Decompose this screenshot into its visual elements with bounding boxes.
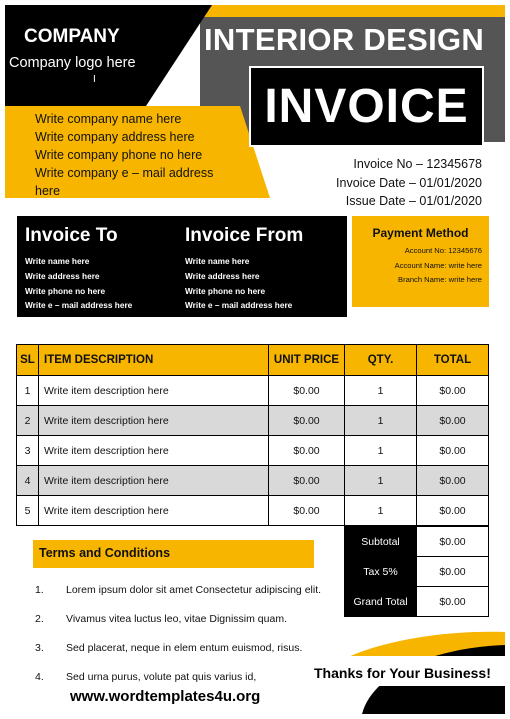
row-description: Write item description here <box>39 376 269 406</box>
invoice-from-name: Write name here <box>185 256 250 266</box>
term-text: Sed placerat, neque in elem entum euismod, risus. <box>66 642 303 654</box>
items-table <box>16 344 489 526</box>
row-sl: 2 <box>17 406 39 436</box>
invoice-to-section <box>25 225 132 313</box>
header-item-description: ITEM DESCRIPTION <box>39 345 269 376</box>
grand-total-label: Grand Total <box>345 587 417 617</box>
subtotal-row <box>345 527 489 557</box>
row-description: Write item description here <box>39 406 269 436</box>
payment-method-title: Payment Method <box>372 226 469 240</box>
website-link[interactable]: www.wordtemplates4u.org <box>70 688 261 705</box>
tax-value: $0.00 <box>417 557 489 587</box>
invoice-to-title: Invoice To <box>25 225 118 246</box>
term-text: Vivamus vitea luctus leo, vitae Dignissim quam. <box>66 613 287 625</box>
row-qty: 1 <box>345 376 417 406</box>
header-sl: SL <box>17 345 39 376</box>
company-phone-line: Write company phone no here <box>35 148 203 162</box>
term-number: 1. <box>35 584 44 596</box>
thanks-message: Thanks for Your Business! <box>314 665 491 681</box>
company-details <box>35 110 235 200</box>
table-row <box>17 436 489 466</box>
row-unit-price: $0.00 <box>269 376 345 406</box>
text-cursor-mark: I <box>93 74 96 85</box>
tax-label: Tax 5% <box>345 557 417 587</box>
header-yellow-strip <box>204 5 505 17</box>
company-email-line: Write company e – mail address here <box>35 166 214 198</box>
term-item <box>35 613 287 625</box>
header-qty: QTY. <box>345 345 417 376</box>
term-number: 3. <box>35 642 44 654</box>
row-total: $0.00 <box>417 406 489 436</box>
branch-name: Branch Name: write here <box>398 275 482 284</box>
row-sl: 3 <box>17 436 39 466</box>
term-item <box>35 671 256 683</box>
invoice-title: INVOICE <box>264 80 469 133</box>
company-logo-placeholder: Company logo here <box>9 55 136 71</box>
grand-total-row <box>345 587 489 617</box>
company-heading: COMPANY <box>24 26 120 47</box>
row-sl: 5 <box>17 496 39 526</box>
interior-design-title: INTERIOR DESIGN <box>204 22 485 57</box>
invoice-from-email: Write e – mail address here <box>185 300 293 311</box>
account-name: Account Name: write here <box>394 260 482 270</box>
row-unit-price: $0.00 <box>269 496 345 526</box>
term-item <box>35 584 321 596</box>
invoice-to-address: Write address here <box>25 270 100 281</box>
row-description: Write item description here <box>39 436 269 466</box>
row-total: $0.00 <box>417 466 489 496</box>
invoice-from-title: Invoice From <box>185 225 304 246</box>
table-row <box>17 496 489 526</box>
tax-row <box>345 557 489 587</box>
table-row <box>17 466 489 496</box>
header-total: TOTAL <box>417 345 489 376</box>
payment-details <box>356 244 482 288</box>
invoice-to-email: Write e – mail address here <box>25 300 133 311</box>
row-qty: 1 <box>345 436 417 466</box>
terms-title: Terms and Conditions <box>39 546 171 560</box>
invoice-to-phone: Write phone no here <box>25 285 106 296</box>
row-unit-price: $0.00 <box>269 436 345 466</box>
row-unit-price: $0.00 <box>269 406 345 436</box>
row-qty: 1 <box>345 466 417 496</box>
totals-table <box>344 526 489 617</box>
table-header-row <box>17 345 489 376</box>
row-total: $0.00 <box>417 436 489 466</box>
row-total: $0.00 <box>417 496 489 526</box>
invoice-title-box <box>249 66 484 147</box>
account-number: Account No: 12345676 <box>404 246 482 255</box>
row-qty: 1 <box>345 406 417 436</box>
invoice-to-name: Write name here <box>25 256 90 266</box>
invoice-from-section <box>185 225 303 313</box>
company-name-line: Write company name here <box>35 112 182 126</box>
term-number: 2. <box>35 613 44 625</box>
row-qty: 1 <box>345 496 417 526</box>
row-unit-price: $0.00 <box>269 466 345 496</box>
table-row <box>17 406 489 436</box>
invoice-meta <box>336 155 482 211</box>
issue-date: Issue Date – 01/01/2020 <box>345 194 482 208</box>
header-unit-price: UNIT PRICE <box>269 345 345 376</box>
invoice-number: Invoice No – 12345678 <box>353 157 482 171</box>
row-description: Write item description here <box>39 496 269 526</box>
term-text: Lorem ipsum dolor sit amet Consectetur adipiscing elit. <box>66 584 322 596</box>
grand-total-value: $0.00 <box>417 587 489 617</box>
invoice-date: Invoice Date – 01/01/2020 <box>336 175 482 190</box>
row-total: $0.00 <box>417 376 489 406</box>
subtotal-label: Subtotal <box>345 527 417 557</box>
term-number: 4. <box>35 671 44 683</box>
row-description: Write item description here <box>39 466 269 496</box>
invoice-from-phone: Write phone no here <box>185 285 266 296</box>
term-item <box>35 642 302 654</box>
table-row <box>17 376 489 406</box>
company-address-line: Write company address here <box>35 130 195 144</box>
term-text: Sed urna purus, volute pat quis varius id, <box>66 671 257 683</box>
row-sl: 4 <box>17 466 39 496</box>
subtotal-value: $0.00 <box>417 527 489 557</box>
row-sl: 1 <box>17 376 39 406</box>
invoice-from-address: Write address here <box>185 270 260 281</box>
